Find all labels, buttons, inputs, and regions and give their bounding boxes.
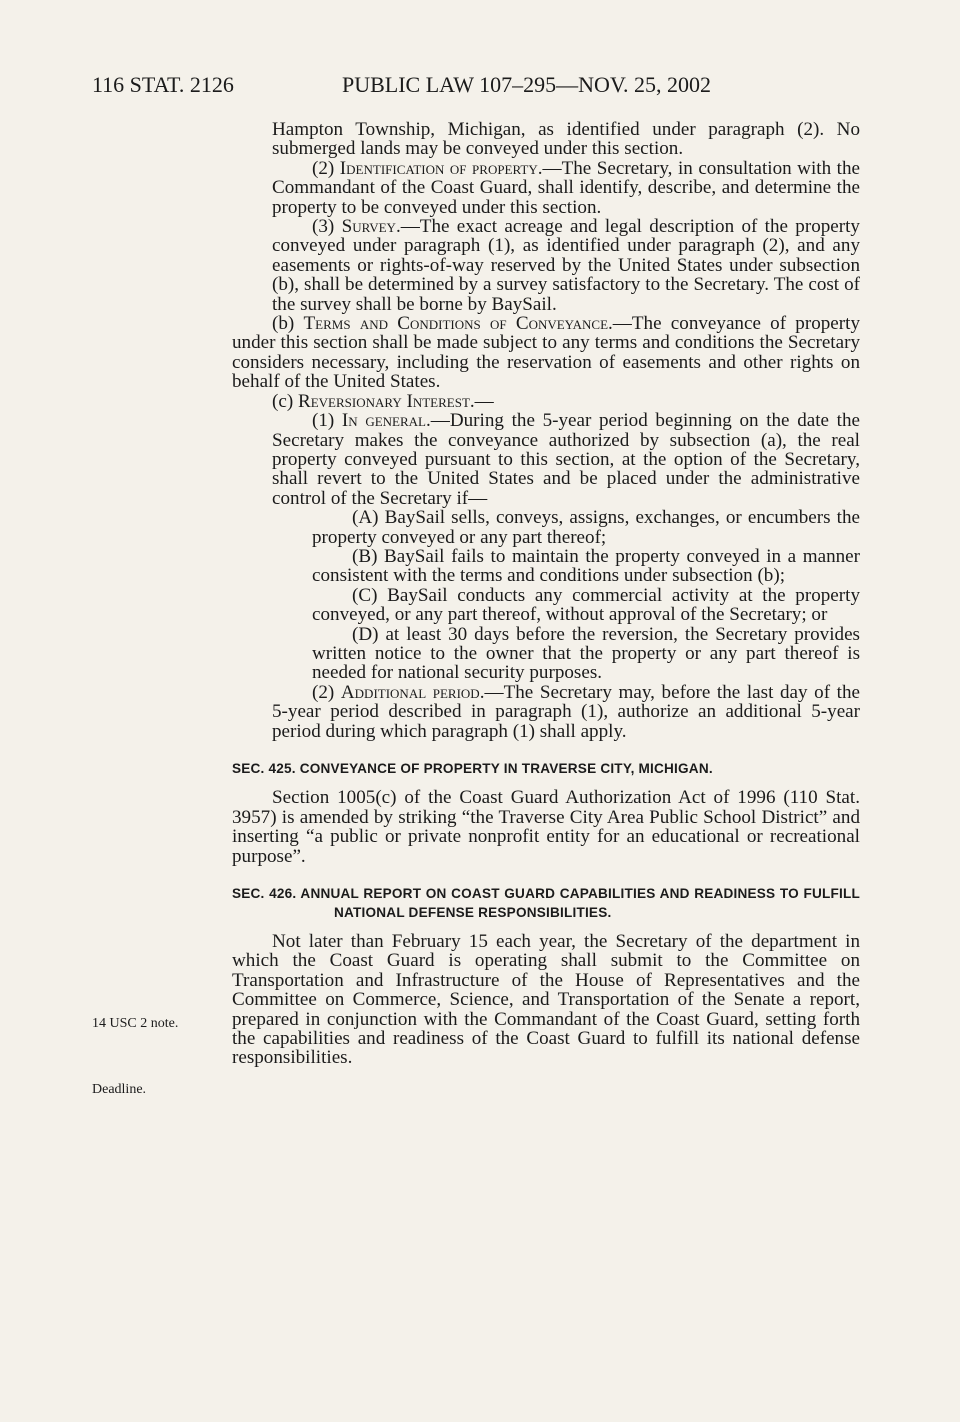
section-426-heading: SEC. 426. ANNUAL REPORT ON COAST GUARD CAPABILITIES AND READINESS TO FULFILL NATIONAL DEFENSE RESPONSIBILITIES.: [232, 886, 860, 921]
paragraph-heading: Survey: [341, 216, 396, 238]
paragraph-heading: Additional period: [340, 681, 480, 703]
clause-c1-A: (A) BaySail sells, conveys, assigns, exchanges, or encumbers the property conveyed or any part thereof;: [312, 507, 860, 548]
clause-c1-C: (C) BaySail conducts any commercial activity at the property conveyed, or any part thereof, without approval of the Secretary; or: [312, 584, 860, 626]
section-425-heading: SEC. 425. CONVEYANCE OF PROPERTY IN TRAVERSE CITY, MICHIGAN.: [232, 761, 713, 776]
paragraph-heading: In general: [341, 410, 426, 432]
subsection-heading: Reversionary Interest: [297, 390, 470, 412]
margin-note-usc: 14 USC 2 note.: [92, 1016, 179, 1031]
margin-note-deadline: Deadline.: [92, 1082, 147, 1097]
section-425-text: Section 1005(c) of the Coast Guard Authorization Act of 1996 (110 Stat. 3957) is amended by striking “the Traverse City Area Public School District” and inserting “a public or private nonprofit entity for an educational or recreational purpose”.: [232, 787, 860, 867]
paragraph-c1: (1) In general.—During the 5-year period beginning on the date the Secretary makes the conveyance authorized by subsection (a), the real property conveyed pursuant to this section, at the option of the Secretary, shall revert to the United States and be placed under the administrative control of the Secretary if—: [272, 410, 860, 509]
subsection-b: (b) Terms and Conditions of Conveyance.—The conveyance of property under this section shall be made subject to any terms and conditions the Secretary considers necessary, including the reservation of easements and other rights on behalf of the United States.: [232, 313, 860, 393]
subsection-heading: Terms and Conditions of Conveyance: [303, 313, 609, 335]
clause-c1-B: (B) BaySail fails to maintain the property conveyed in a manner consistent with the terms and conditions under subsection (b);: [312, 545, 860, 587]
paragraph-a1-continuation: Hampton Township, Michigan, as identified under paragraph (2). No submerged lands may be conveyed under this section.: [272, 119, 860, 160]
paragraph-a3: (3) Survey.—The exact acreage and legal description of the property conveyed under paragraph (1), as identified under paragraph (2), and any easements or rights-of-way reserved by the United States under subsection (b), shall be determined by a survey satisfactory to the Secretary. The cost of the survey shall be borne by BaySail.: [272, 216, 860, 315]
clause-c1-D: (D) at least 30 days before the reversion, the Secretary provides written notice to the owner that the property or any part thereof is needed for national security purposes.: [312, 623, 860, 684]
section-426-text: Not later than February 15 each year, the Secretary of the department in which the Coast Guard is operating shall submit to the Committee on Transportation and Infrastructure of the House of Representatives and the Committee on Commerce, Science, and Transportation of the Senate a report, prepared in conjunction with the Commandant of the Coast Guard, setting forth the capabilities and readiness of the Coast Guard to fulfill its national defense responsibilities.: [232, 931, 860, 1069]
paragraph-a2: (2) Identification of property.—The Secretary, in consultation with the Commandant of the Coast Guard, shall identify, describe, and determine the property to be conveyed under this section.: [272, 157, 860, 218]
stat-reference: 116 STAT. 2126: [92, 72, 234, 97]
document-body: [232, 120, 860, 1068]
subsection-c: (c) Reversionary Interest.—: [272, 390, 494, 412]
law-reference: PUBLIC LAW 107–295—NOV. 25, 2002: [342, 72, 711, 97]
paragraph-c2: (2) Additional period.—The Secretary may, before the last day of the 5-year period described in paragraph (1), authorize an additional 5-year period during which paragraph (1) shall apply.: [272, 681, 860, 742]
paragraph-heading: Identification of property: [339, 157, 538, 179]
